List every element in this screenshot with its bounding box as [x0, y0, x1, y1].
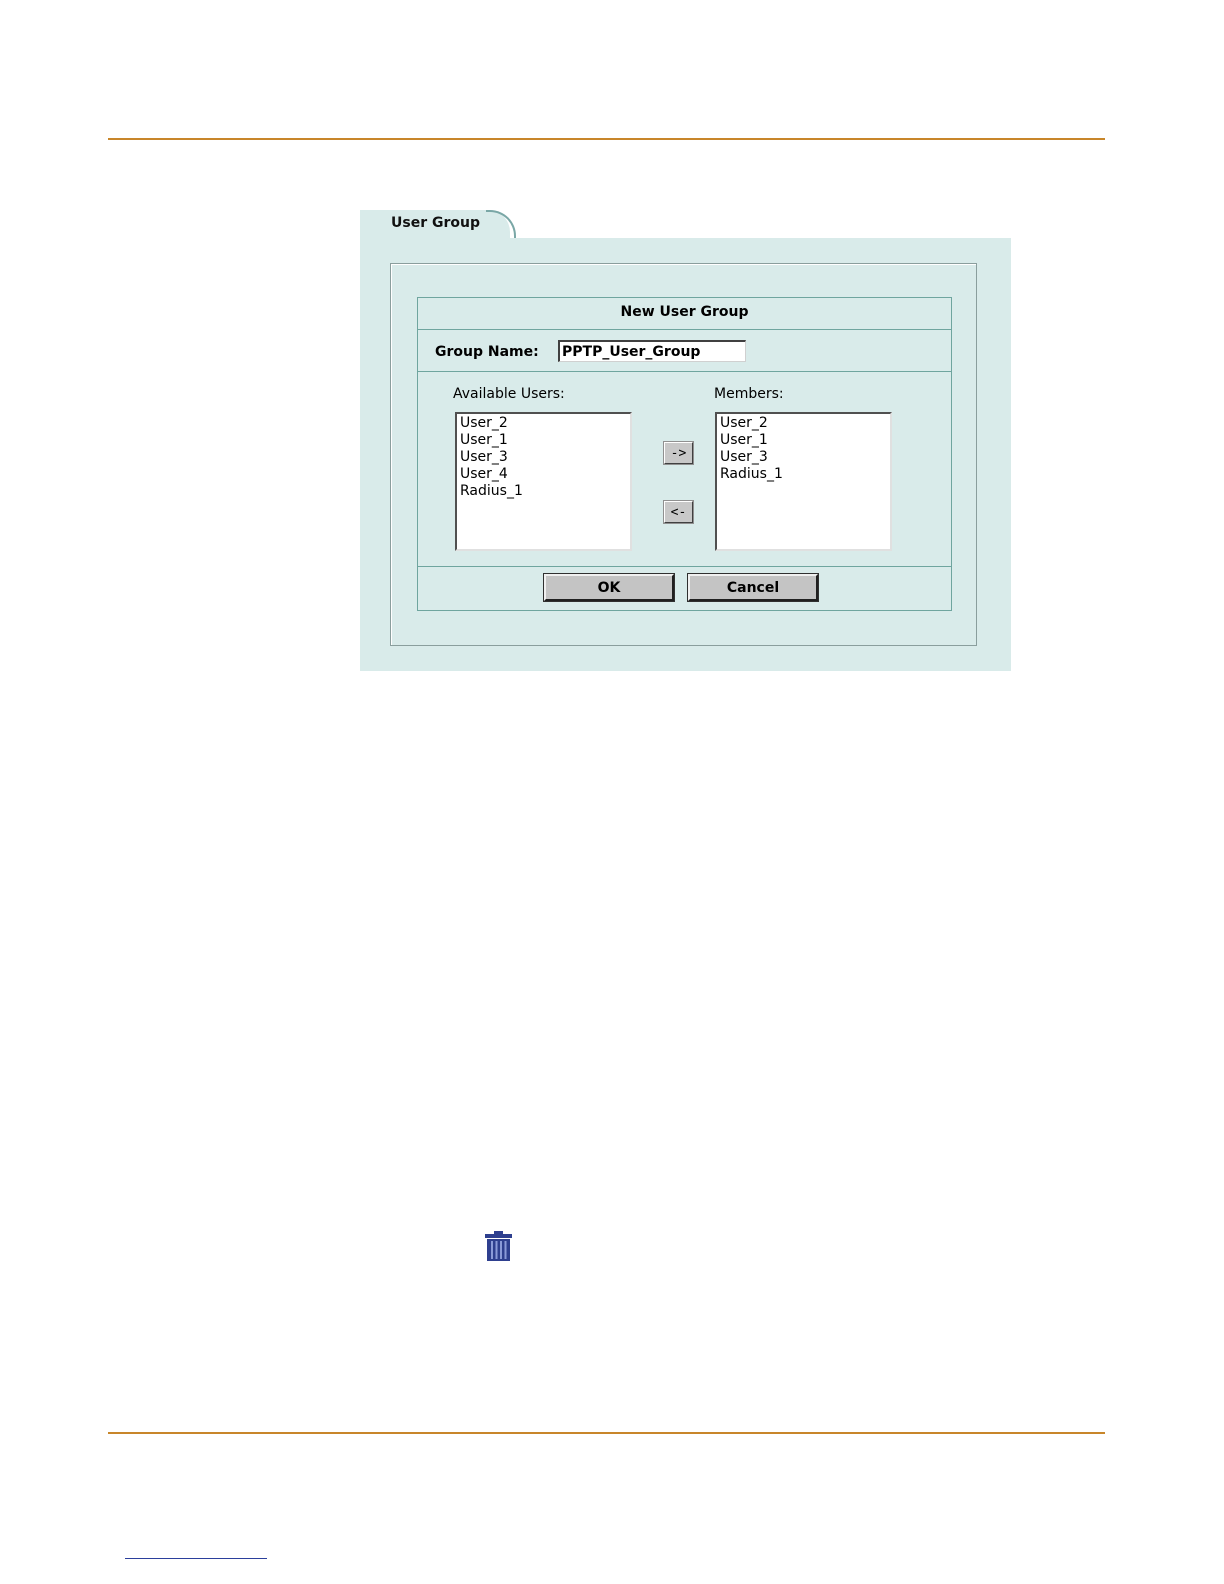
- list-item[interactable]: Radius_1: [720, 466, 783, 482]
- list-item[interactable]: User_1: [460, 432, 508, 448]
- footer-link-underline: [125, 1558, 267, 1559]
- group-name-input[interactable]: [558, 340, 746, 362]
- list-item[interactable]: User_1: [720, 432, 768, 448]
- list-item[interactable]: Radius_1: [460, 483, 523, 499]
- members-label: Members:: [714, 386, 784, 402]
- footer-rule: [108, 1432, 1105, 1434]
- list-item[interactable]: User_2: [460, 415, 508, 431]
- add-member-button[interactable]: ->: [664, 442, 693, 464]
- tab-label: User Group: [391, 215, 480, 231]
- header-rule: [108, 138, 1105, 140]
- tab-curve: [486, 210, 516, 240]
- group-name-label: Group Name:: [435, 344, 539, 360]
- available-users-label: Available Users:: [453, 386, 565, 402]
- dialog-title: New User Group: [620, 304, 749, 320]
- divider: [418, 566, 951, 567]
- remove-member-button[interactable]: <-: [664, 501, 693, 523]
- cancel-button[interactable]: Cancel: [688, 574, 818, 601]
- new-user-group-dialog: [417, 297, 952, 611]
- divider: [418, 371, 951, 372]
- list-item[interactable]: User_3: [460, 449, 508, 465]
- list-item[interactable]: User_4: [460, 466, 508, 482]
- available-users-list[interactable]: [455, 412, 632, 551]
- trash-icon[interactable]: [484, 1231, 513, 1261]
- list-item[interactable]: User_3: [720, 449, 768, 465]
- ok-button[interactable]: OK: [544, 574, 674, 601]
- members-list[interactable]: [715, 412, 892, 551]
- list-item[interactable]: User_2: [720, 415, 768, 431]
- divider: [418, 329, 951, 330]
